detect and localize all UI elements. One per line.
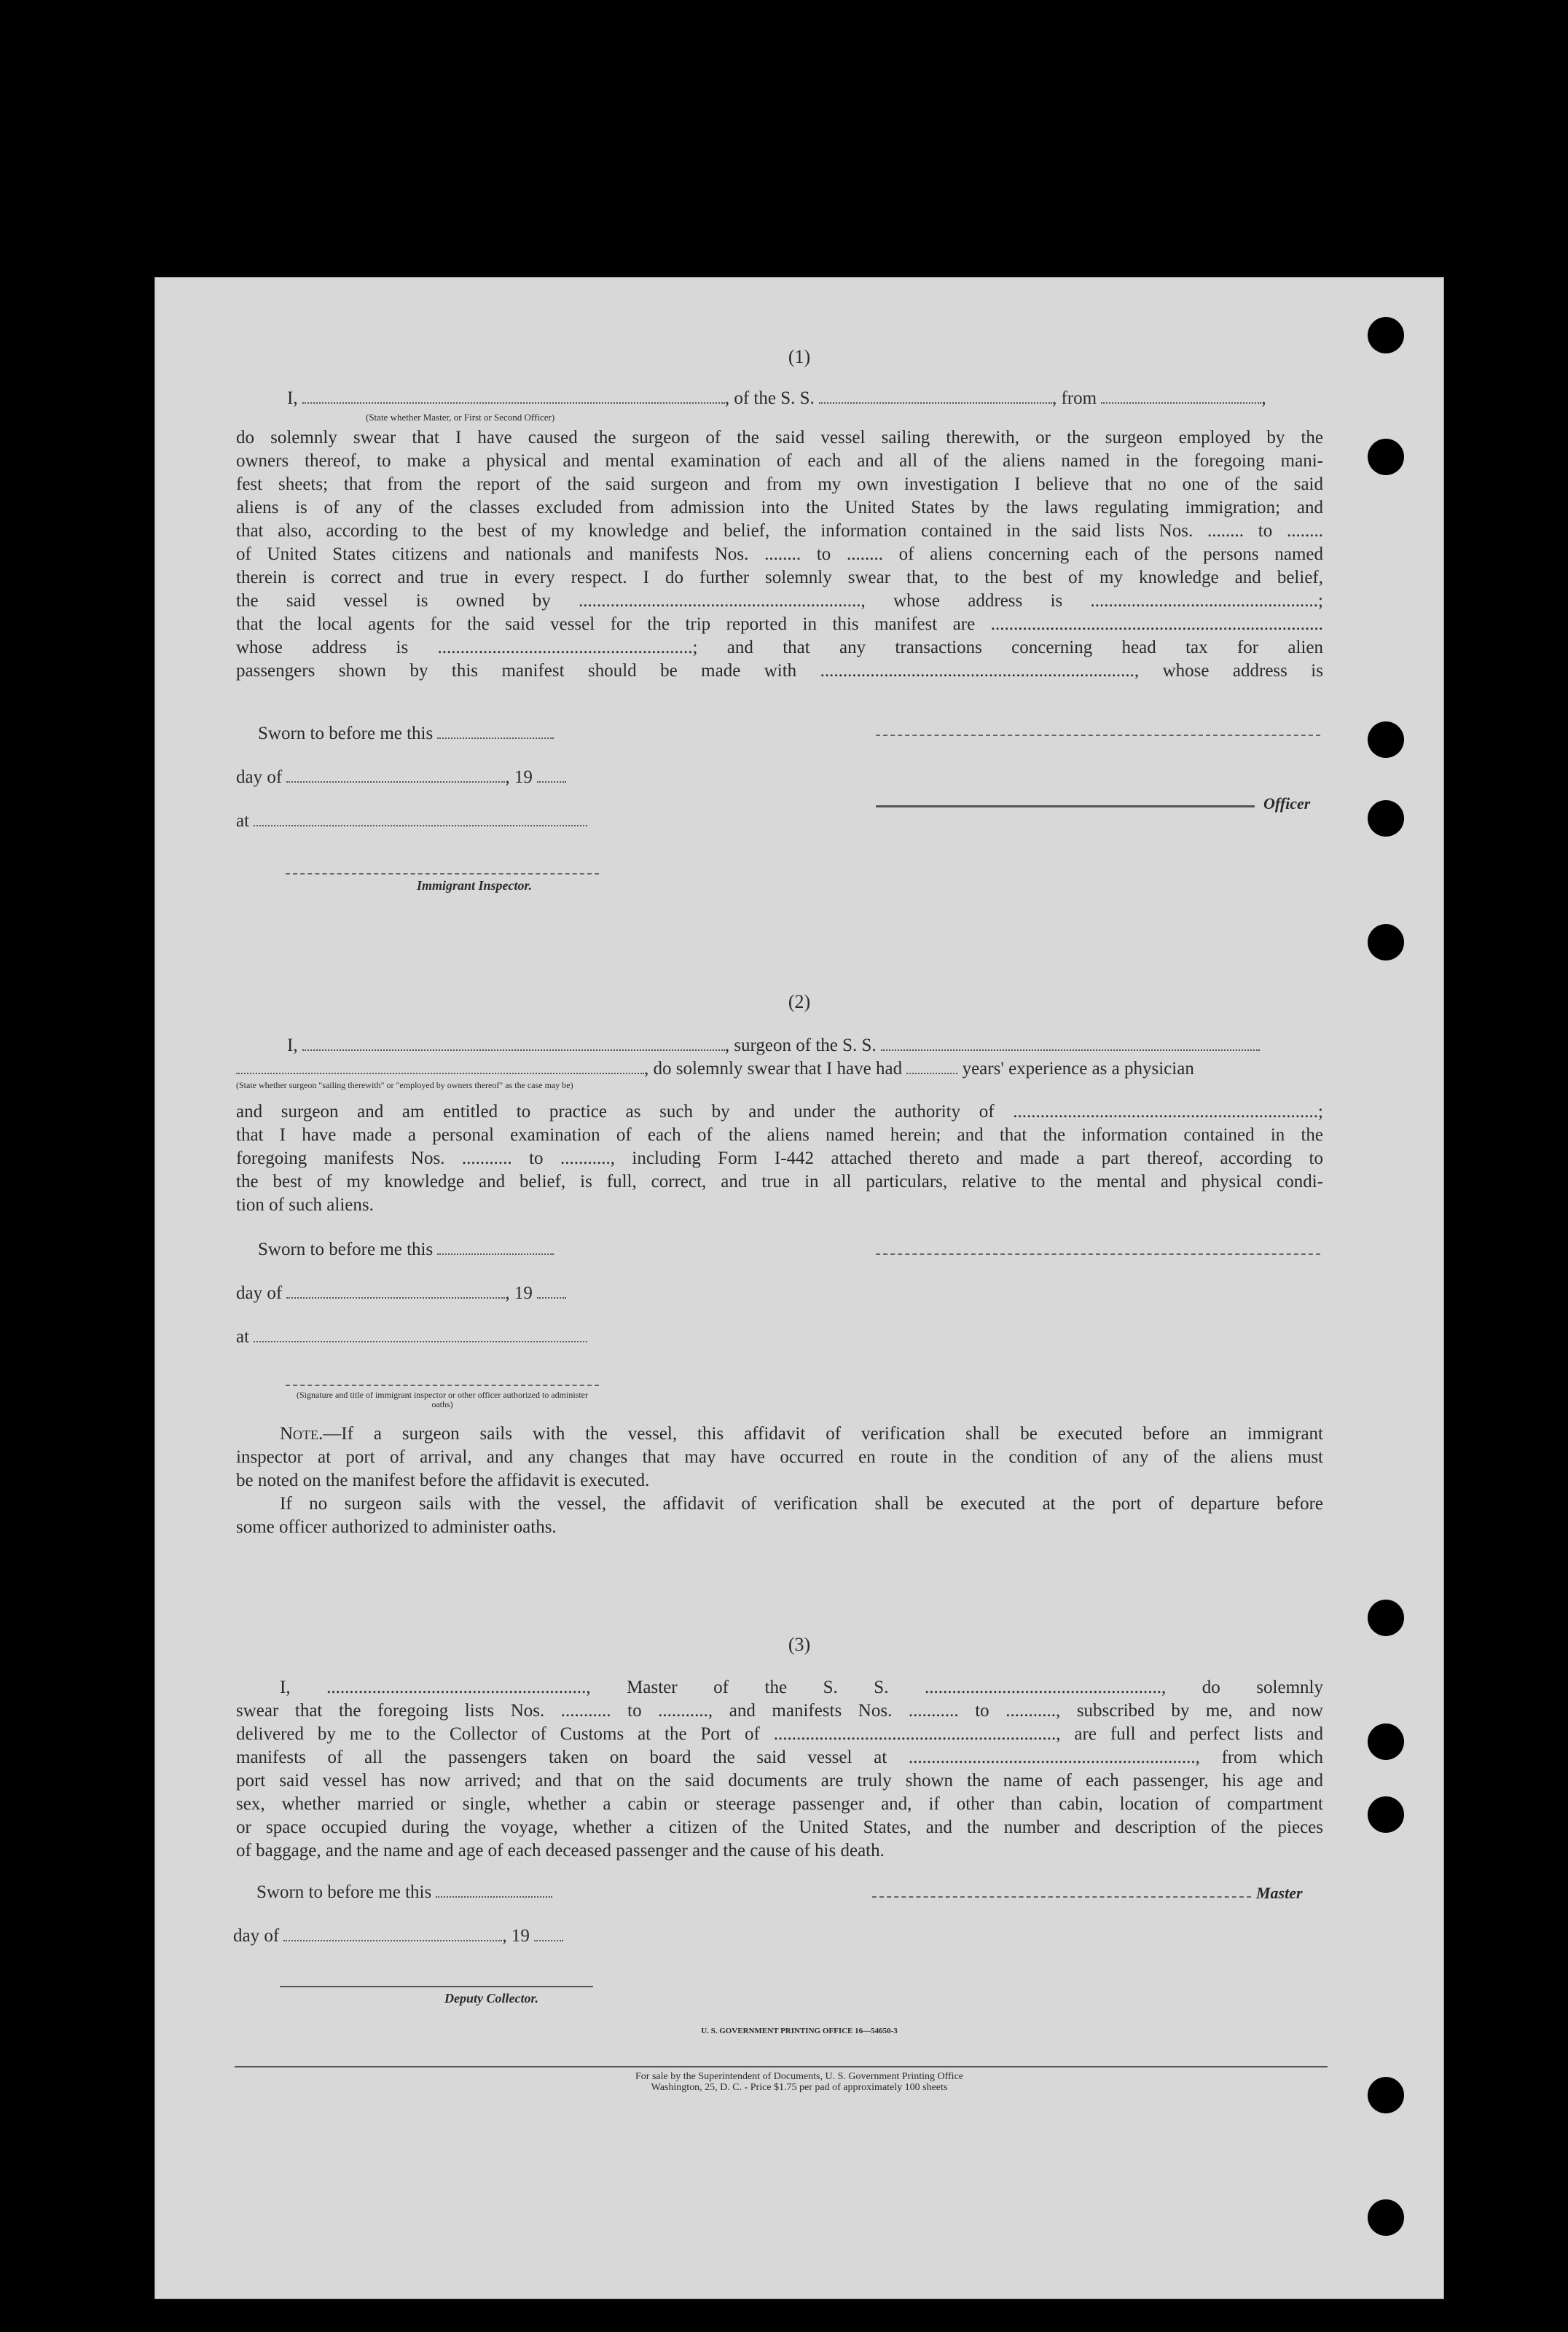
section-2-signature-line xyxy=(286,1385,599,1386)
month-field-3[interactable] xyxy=(283,1924,502,1941)
inspector-caption: Immigrant Inspector. xyxy=(417,878,533,893)
officer-signature-top-line xyxy=(876,735,1320,736)
officer-caption: Officer xyxy=(1263,794,1311,813)
punch-hole xyxy=(1368,2199,1404,2236)
section-2-note-2: If no surgeon sails with the vessel, the affidavit of verification shall be executed at the port of departure before some officer authorized to administer oaths. xyxy=(236,1494,1323,1537)
punch-hole xyxy=(1368,1723,1404,1760)
master-caption: Master xyxy=(1256,1884,1303,1902)
punch-hole xyxy=(1368,1600,1404,1636)
officer-title-caption: (State whether Master, or First or Second Officer) xyxy=(366,412,555,423)
punch-hole xyxy=(1368,924,1404,960)
place-field[interactable] xyxy=(254,809,587,826)
deputy-caption: Deputy Collector. xyxy=(444,1991,538,2006)
footer-rule xyxy=(235,2066,1328,2067)
section-3-sworn: Sworn to before me this xyxy=(256,1880,552,1903)
surgeon-type-caption: (State whether surgeon "sailing therewith" or "employed by owners thereof" as the case may be) xyxy=(236,1080,573,1090)
section-3-body: I, ........................................................., Master of the S. S. ...................................................., do solemnly swear that the foregoing lists Nos. ........... to ..........., and manifests Nos. ........... to ..........., subscribed by me, and now delivered by me to the Collector of Customs at the Port of .............................................................., are full and perfect lists and manifests of all the passengers taken on board the said vessel at ..............................................................., from which port said vessel has now arrived; and that on the said documents are truly shown the name of each passenger, his age and sex, whether married or single, whether a cabin or steerage passenger and, if other than cabin, location of compartment or space occupied during the voyage, whether a citizen of the United States, and the number and description of the pieces of baggage, and the name and age of each deceased passenger and the cause of his death. xyxy=(236,1678,1323,1860)
deputy-signature-line xyxy=(280,1986,593,1987)
section-3-day-of: day of , 19 xyxy=(233,1924,563,1946)
section-2-note: Note.—If a surgeon sails with the vessel, this affidavit of verification shall be executed before an immigrant inspector at port of arrival, and any changes that may have occurred en route in the condition of any of the aliens must be noted on the manifest before the affidavit is executed. xyxy=(236,1424,1323,1490)
years-field[interactable] xyxy=(906,1057,957,1074)
punch-hole xyxy=(1368,800,1404,837)
section-1-day-of: day of , 19 xyxy=(236,765,566,788)
month-field[interactable] xyxy=(286,765,505,783)
manifest-page xyxy=(154,277,1444,2299)
section-1-at: at xyxy=(236,809,587,832)
surgeon-signature-line xyxy=(876,1253,1320,1255)
section-1-sworn: Sworn to before me this xyxy=(258,721,554,744)
year-field-2[interactable] xyxy=(537,1281,566,1299)
section-2-body: and surgeon and am entitled to practice as such by and under the authority of ...................................................................; that I have made a personal examination of each of the aliens named herein; and that the information contained in the foregoing manifests Nos. ........... to ..........., including Form I-442 attached thereto and made a part thereof, according to the best of my knowledge and belief, is full, correct, and true in all particulars, relative to the mental and physical condi- tion of such aliens. xyxy=(236,1102,1323,1215)
section-1-body: do solemnly swear that I have caused the surgeon of the said vessel sailing therewith, or the surgeon employed by the owners thereof, to make a physical and mental examination of each and all of the aliens named in the foregoing mani- fest sheets; that from the report of the said surgeon and from my own investigation I believe that no one of the said aliens is of any of the classes excluded from admission into the United States by the laws regulating immigration; and that also, according to the best of my knowledge and belief, the information contained in the said lists Nos. ........ to ........ of United States citizens and nationals and manifests Nos. ........ to ........ of aliens concerning each of the persons named therein is correct and true in every respect. I do further solemnly swear that, to the best of my knowledge and belief, the said vessel is owned by .............................................................., whose address is ..................................................; that the local agents for the said vessel for the trip reported in this manifest are ......................................................................... whose address is ........................................................; and that any transactions concerning head tax for alien passengers shown by this manifest should be made with ....................................................................., whose address is xyxy=(236,428,1323,681)
section-2-day-of: day of , 19 xyxy=(236,1281,566,1304)
section-2-signature-caption: (Signature and title of immigrant inspector or other officer authorized to administer oaths) xyxy=(297,1390,588,1409)
punch-hole xyxy=(1368,439,1404,475)
from-port-field[interactable] xyxy=(1101,386,1261,404)
surgeon-name-field[interactable] xyxy=(302,1033,725,1051)
surgeon-type-field[interactable] xyxy=(236,1057,644,1074)
place-field-2[interactable] xyxy=(254,1325,587,1342)
ship-name-field[interactable] xyxy=(819,386,1052,404)
printing-office-line: U. S. GOVERNMENT PRINTING OFFICE 16—54650-3 xyxy=(701,2027,898,2035)
sworn-date-field[interactable] xyxy=(437,721,554,739)
punch-hole xyxy=(1368,1796,1404,1833)
year-field[interactable] xyxy=(537,765,566,783)
year-field-3[interactable] xyxy=(534,1924,563,1941)
officer-name-field[interactable] xyxy=(302,386,725,404)
month-field-2[interactable] xyxy=(286,1281,505,1299)
master-signature-line xyxy=(872,1896,1251,1898)
section-2-sworn: Sworn to before me this xyxy=(258,1237,554,1260)
section-3-number: (3) xyxy=(788,1634,811,1655)
sale-notice: For sale by the Superintendent of Documents, U. S. Government Printing Office Washington, 25, D. C. - Price $1.75 per pad of approximately 100 sheets xyxy=(635,2071,963,2093)
section-2-first-line: I, , surgeon of the S. S. xyxy=(236,1033,1323,1057)
section-2-number: (2) xyxy=(788,991,811,1012)
surgeon-ship-field[interactable] xyxy=(881,1033,1260,1051)
sworn-date-field-2[interactable] xyxy=(437,1237,554,1255)
section-2-second-line: , do solemnly swear that I have had years' experience as a physician xyxy=(236,1057,1323,1081)
officer-signature-line xyxy=(876,805,1255,807)
sworn-date-field-3[interactable] xyxy=(436,1880,552,1898)
section-1-first-line: I, , of the S. S. , from , xyxy=(236,386,1323,410)
section-2-at: at xyxy=(236,1325,587,1347)
punch-hole xyxy=(1368,721,1404,758)
inspector-signature-line xyxy=(286,873,599,874)
section-1-number: (1) xyxy=(788,346,811,367)
